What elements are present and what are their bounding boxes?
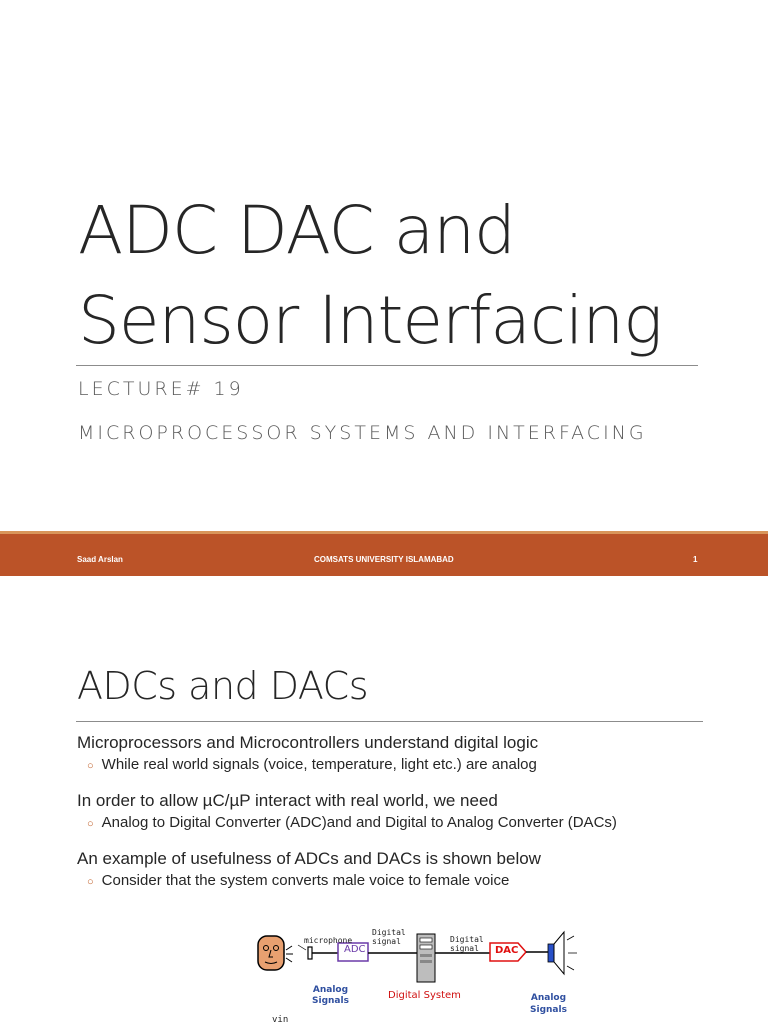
bullet-list (77, 731, 737, 905)
analog-right-line2: Signals (530, 1005, 567, 1015)
title-divider (76, 365, 698, 366)
sub-bullet-2 (87, 813, 737, 834)
sub-bullet-3-text: Consider that the system converts male voice to female voice (101, 872, 510, 889)
bullet-circle-icon: ○ (87, 876, 94, 888)
analog-left-line1: Analog (312, 985, 349, 995)
footer-page-number: 1 (693, 555, 698, 564)
digital-signal-1-line1: Digital (372, 928, 406, 937)
analog-signals-left (312, 985, 349, 1007)
digital-signal-label-1 (372, 928, 406, 946)
sub-bullet-1 (87, 755, 737, 776)
adc-dac-diagram (252, 928, 582, 1028)
face-icon (258, 936, 293, 970)
analog-right-line1: Analog (530, 993, 567, 1003)
heading-divider (76, 721, 703, 722)
analog-left-line2: Signals (312, 996, 349, 1006)
slide-footer (0, 531, 768, 576)
slide-title (78, 186, 718, 366)
microphone-label: microphone (304, 936, 353, 945)
digital-system-label: Digital System (388, 990, 461, 1001)
bullet-1: Microprocessors and Microcontrollers understand digital logic (77, 733, 539, 752)
title-line-2: Sensor Interfacing (78, 282, 662, 359)
lecture-number: LECTURE# 19 (78, 378, 244, 400)
digital-signal-2-line1: Digital (450, 935, 484, 944)
computer-tower-icon (417, 934, 435, 982)
speaker-icon (548, 932, 577, 974)
adc-label: ADC (344, 944, 366, 955)
microphone-icon (298, 945, 338, 959)
bullet-circle-icon: ○ (87, 760, 94, 772)
slide-heading: ADCs and DACs (77, 664, 368, 708)
bullet-2: In order to allow µC/µP interact with real world, we need (77, 791, 498, 810)
digital-signal-1-line2: signal (372, 937, 401, 946)
sub-bullet-1-text: While real world signals (voice, temperature, light etc.) are analog (101, 756, 537, 773)
footer-university: COMSATS UNIVERSITY ISLAMABAD (314, 555, 454, 564)
digital-signal-2-line2: signal (450, 944, 479, 953)
vin-label: vin (272, 1015, 289, 1025)
dac-label: DAC (495, 945, 519, 956)
bullet-3: An example of usefulness of ADCs and DACs is shown below (77, 849, 541, 868)
content-slide (0, 576, 768, 1024)
footer-author: Saad Arslan (77, 555, 123, 564)
course-name: MICROPROCESSOR SYSTEMS AND INTERFACING (78, 422, 647, 444)
analog-signals-right (530, 992, 567, 1016)
sub-bullet-2-text: Analog to Digital Converter (ADC)and and Digital to Analog Converter (DACs) (101, 814, 617, 831)
sub-bullet-3 (87, 871, 737, 892)
title-line-1: ADC DAC and (78, 192, 515, 269)
bullet-circle-icon: ○ (87, 818, 94, 830)
digital-signal-label-2 (450, 935, 484, 953)
